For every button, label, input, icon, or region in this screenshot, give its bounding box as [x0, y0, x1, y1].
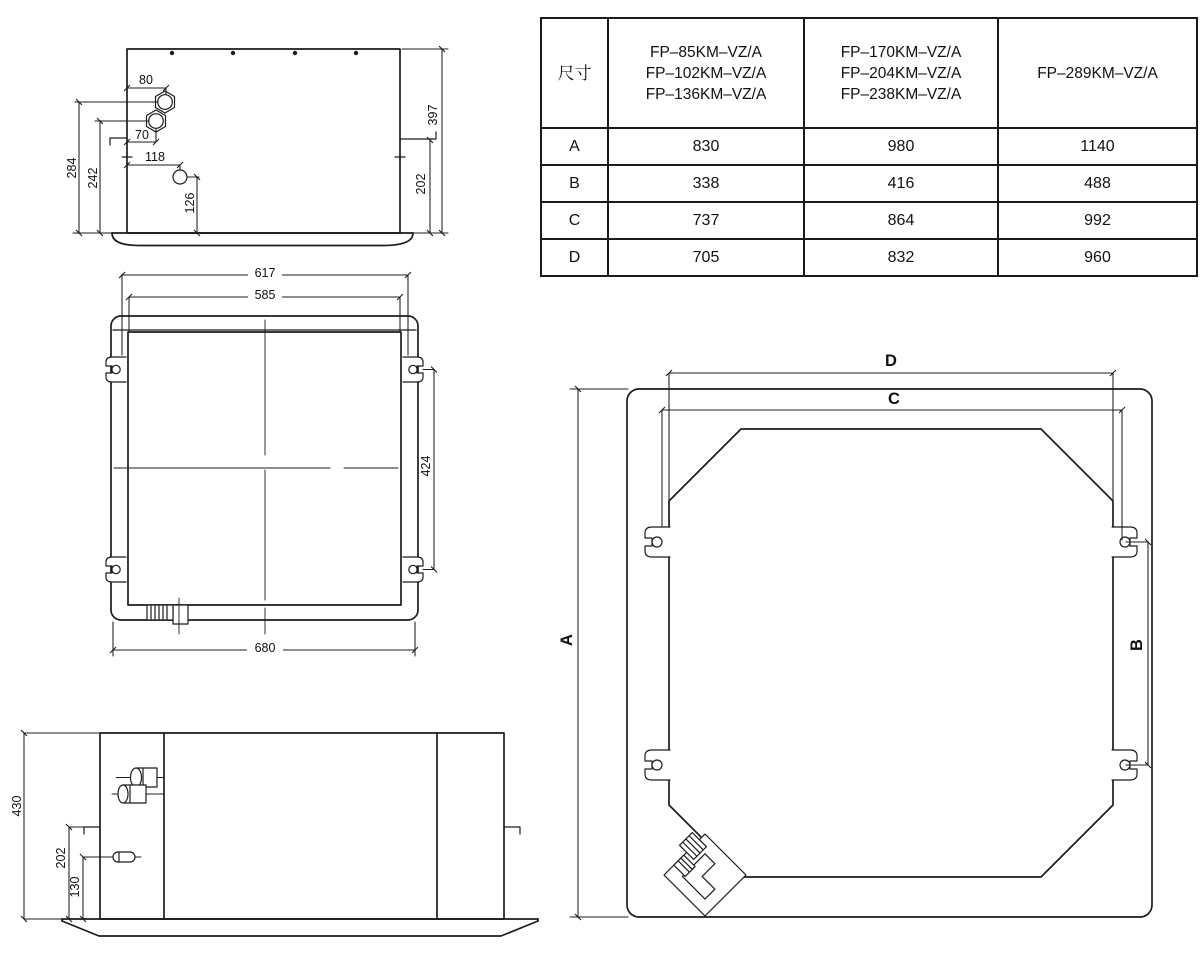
drain-stub: [147, 598, 188, 634]
cell-value: 832: [804, 239, 998, 276]
model-name: FP–102KM–VZ/A: [645, 64, 767, 82]
pipe-connections: [112, 768, 164, 803]
dim-80-label: 80: [139, 73, 153, 87]
table-row: [541, 128, 1197, 165]
row-label: B: [541, 165, 608, 202]
hanger-brackets: [106, 357, 423, 582]
dim-430-label: 430: [10, 795, 24, 817]
hanger-brackets: [84, 827, 520, 834]
model-name: FP–85KM–VZ/A: [650, 43, 762, 61]
dim-C-label: C: [888, 390, 900, 408]
unit-body-octagon: [669, 429, 1113, 877]
dimension-lines: [113, 266, 434, 656]
dim-680-label: 680: [254, 641, 276, 655]
top-view-drawing: [60, 255, 470, 675]
cell-value: 864: [804, 202, 998, 239]
cell-value: 416: [804, 165, 998, 202]
dim-126-label: 126: [183, 192, 197, 214]
dim-130-label: 130: [68, 876, 82, 898]
dim-118-label: 118: [145, 150, 165, 164]
side-view-drawing: [55, 15, 460, 260]
cell-value: 737: [608, 202, 804, 239]
table-row: [541, 239, 1197, 276]
hanger-brackets: [645, 527, 1137, 780]
model-name: FP–238KM–VZ/A: [840, 85, 962, 103]
dimension-lines: [558, 352, 1148, 917]
unit-body: [112, 49, 413, 246]
mounting-dots: [170, 51, 358, 55]
dim-397-label: 397: [426, 104, 440, 126]
dim-424-label: 424: [419, 455, 433, 477]
row-label: D: [541, 239, 608, 276]
cell-value: 992: [998, 202, 1197, 239]
dim-202-label: 202: [414, 173, 428, 195]
center-lines: [114, 320, 398, 634]
model-group-3-cell: [998, 18, 1197, 128]
pipe-connections: [147, 91, 175, 132]
cell-value: 980: [804, 128, 998, 165]
model-group-1-cell: [608, 18, 804, 128]
dim-284-label: 284: [65, 157, 79, 179]
dim-585-label: 585: [254, 288, 276, 302]
dim-242-label: 242: [86, 167, 100, 189]
drain-port: [173, 170, 187, 184]
model-name: FP–204KM–VZ/A: [840, 64, 962, 82]
cell-value: 1140: [998, 128, 1197, 165]
drain-assembly: [657, 827, 746, 916]
dim-202-label: 202: [54, 847, 68, 869]
cell-value: 338: [608, 165, 804, 202]
dimensions-table: [540, 17, 1198, 277]
dim-B-label: B: [1128, 639, 1146, 651]
unit-body: [62, 733, 538, 936]
dim-617-label: 617: [254, 266, 276, 280]
cell-value: 488: [998, 165, 1197, 202]
model-group-2-cell: [804, 18, 998, 128]
cell-value: 960: [998, 239, 1197, 276]
size-header-cell: 尺寸: [541, 18, 608, 128]
dim-70-label: 70: [135, 128, 149, 142]
row-label: A: [541, 128, 608, 165]
model-name: FP–289KM–VZ/A: [1037, 64, 1158, 82]
dim-D-label: D: [885, 352, 897, 370]
cell-value: 830: [608, 128, 804, 165]
model-name: FP–136KM–VZ/A: [645, 85, 767, 103]
model-name: FP–170KM–VZ/A: [840, 43, 962, 61]
dim-A-label: A: [558, 634, 576, 646]
front-view-drawing: [8, 698, 553, 948]
dimension-lines: [10, 733, 113, 919]
table-row: [541, 165, 1197, 202]
dimension-lines: [65, 49, 448, 233]
table-row: [541, 202, 1197, 239]
cell-value: 705: [608, 239, 804, 276]
bottom-view-drawing: [550, 340, 1172, 940]
row-label: C: [541, 202, 608, 239]
